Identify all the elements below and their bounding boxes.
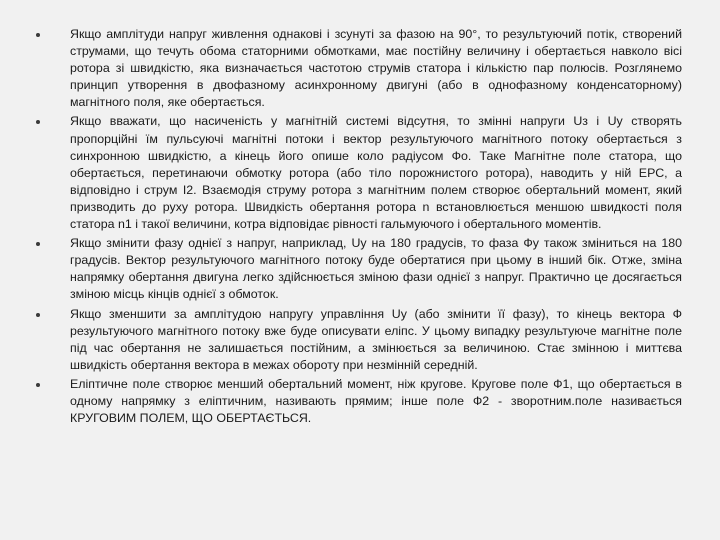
paragraph-text: Якщо зменшити за амплітудою напругу управління Uу (або змінити її фазу), то кінець вектора Ф результуючого магнітного потоку вже буде описувати еліпс. У цьому випадку результуюче магнітне поле під час обертання не залишається постійним, а змінюється за величиною. Стає змінною і миттєва швидкість обертання вектора в межах обороту при незмінній середній.: [70, 306, 682, 372]
list-item: [36, 26, 682, 111]
bullet-icon: [36, 242, 40, 246]
bullet-icon: [36, 120, 40, 124]
bullet-list: [36, 26, 682, 427]
bullet-icon: [36, 33, 40, 37]
paragraph-text: Якщо змінити фазу однієї з напруг, наприклад, Uу на 180 градусів, то фаза Фу також зміниться на 180 градусів. Вектор результуючого магнітного потоку буде обертатися при цьому в інший бік. Отже, зміна напрямку обертання двигуна легко здійснюється зміною фази однієї з напруг. Практично це досягається зміною місць кінців однієї з обмоток.: [70, 236, 682, 302]
list-item: [36, 306, 682, 374]
paragraph-text: Еліптичне поле створює менший обертальний момент, ніж кругове. Кругове поле Ф1, що обертається в одному напрямку з еліптичним, називають прямим; інше поле Ф2 - зворотним.поле називається КРУГОВИМ ПОЛЕМ, ЩО ОБЕРТАЄТЬСЯ.: [70, 376, 682, 426]
list-item: [36, 376, 682, 427]
paragraph-text: Якщо амплітуди напруг живлення однакові і зсунуті за фазою на 90°, то результуючий потік, створений струмами, що течуть обома статорними обмотками, має постійну величину і обертається навколо вісі ротора зі швидкістю, яка визначається частотою струмів статора і кількістю пар полюсів. Розглянемо принцип утворення в двофазному асинхронному двигуні (або в однофазному конденсаторному) магнітного поля, яке обертається.: [70, 27, 682, 110]
list-item: [36, 235, 682, 303]
bullet-icon: [36, 383, 40, 387]
bullet-icon: [36, 313, 40, 317]
list-item: [36, 113, 682, 233]
paragraph-text: Якщо вважати, що насиченість у магнітній системі відсутня, то змінні напруги Uз і Uу створять пропорційні їм пульсуючі магнітні потоки і вектор результуючого магнітного потоку обертається з синхронною швидкістю, а кінець його опише коло радіусом Фо. Таке Магнітне поле статора, що обертається, перетинаючи обмотку ротора (або тіло порожнистого ротора), наводить у ній ЕРС, а відповідно і струм I2. Взаємодія струму ротора з магнітним полем створює обертальний момент, який призводить до руху ротора. Швидкість обертання ротора n встановлюється меншою швидкості поля статора n1 і такої величини, котра відповідає рівності гальмуючого і обертального моментів.: [70, 114, 682, 232]
